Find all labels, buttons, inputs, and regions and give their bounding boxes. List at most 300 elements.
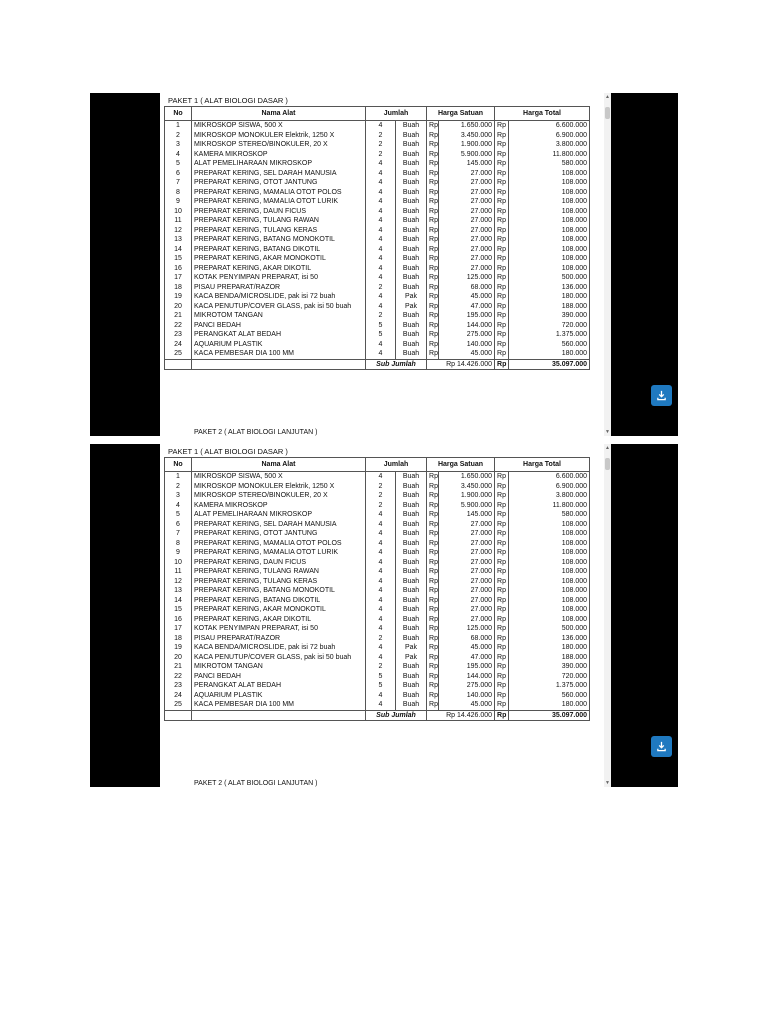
row-price-currency: Rp xyxy=(427,558,439,568)
row-price-currency: Rp xyxy=(427,216,439,226)
row-unit: Buah xyxy=(396,169,427,179)
row-total-currency: Rp xyxy=(495,548,509,558)
row-price-currency: Rp xyxy=(427,207,439,217)
table-row xyxy=(165,510,590,520)
row-qty: 4 xyxy=(366,539,396,549)
table-row xyxy=(165,558,590,568)
subtotal-total: 35.097.000 xyxy=(509,710,590,721)
row-total-currency: Rp xyxy=(495,131,509,141)
row-qty: 4 xyxy=(366,273,396,283)
row-name: KACA PENUTUP/COVER GLASS, pak isi 50 buah xyxy=(192,653,366,663)
row-total: 108.000 xyxy=(509,169,590,179)
table-body xyxy=(165,472,590,711)
row-unit-price: 27.000 xyxy=(439,529,495,539)
table-row xyxy=(165,577,590,587)
row-price-currency: Rp xyxy=(427,539,439,549)
row-total: 720.000 xyxy=(509,672,590,682)
scroll-thumb[interactable] xyxy=(605,458,610,470)
equipment-table xyxy=(164,457,590,721)
download-button[interactable] xyxy=(651,736,672,757)
row-name: PREPARAT KERING, BATANG MONOKOTIL xyxy=(192,235,366,245)
row-name: PISAU PREPARAT/RAZOR xyxy=(192,634,366,644)
row-qty: 4 xyxy=(366,302,396,312)
row-total-currency: Rp xyxy=(495,245,509,255)
row-total: 180.000 xyxy=(509,700,590,710)
row-unit-price: 27.000 xyxy=(439,567,495,577)
row-no: 24 xyxy=(165,691,192,701)
row-total-currency: Rp xyxy=(495,159,509,169)
row-unit: Buah xyxy=(396,681,427,691)
row-no: 13 xyxy=(165,235,192,245)
row-name: PERANGKAT ALAT BEDAH xyxy=(192,330,366,340)
row-qty: 4 xyxy=(366,577,396,587)
row-unit: Buah xyxy=(396,491,427,501)
row-name: PREPARAT KERING, DAUN FICUS xyxy=(192,207,366,217)
row-qty: 4 xyxy=(366,510,396,520)
table-row xyxy=(165,188,590,198)
download-icon xyxy=(656,390,667,401)
row-unit-price: 145.000 xyxy=(439,159,495,169)
row-total-currency: Rp xyxy=(495,235,509,245)
scroll-down-arrow-icon[interactable]: ▼ xyxy=(605,429,610,435)
row-total: 108.000 xyxy=(509,577,590,587)
subtotal-unit-price: Rp 14.426.000 xyxy=(427,359,495,370)
row-qty: 4 xyxy=(366,254,396,264)
row-unit: Buah xyxy=(396,596,427,606)
row-unit-price: 140.000 xyxy=(439,340,495,350)
row-price-currency: Rp xyxy=(427,159,439,169)
row-total-currency: Rp xyxy=(495,340,509,350)
table-row xyxy=(165,273,590,283)
row-price-currency: Rp xyxy=(427,643,439,653)
row-total-currency: Rp xyxy=(495,615,509,625)
row-qty: 4 xyxy=(366,700,396,710)
table-row xyxy=(165,662,590,672)
row-total-currency: Rp xyxy=(495,681,509,691)
row-unit: Pak xyxy=(396,292,427,302)
row-unit-price: 275.000 xyxy=(439,330,495,340)
row-qty: 5 xyxy=(366,681,396,691)
subtotal-currency: Rp xyxy=(495,710,509,721)
row-price-currency: Rp xyxy=(427,254,439,264)
table-row xyxy=(165,131,590,141)
row-total: 108.000 xyxy=(509,188,590,198)
row-qty: 2 xyxy=(366,662,396,672)
subtotal-row xyxy=(165,359,590,370)
row-total-currency: Rp xyxy=(495,700,509,710)
row-unit: Buah xyxy=(396,672,427,682)
row-total: 108.000 xyxy=(509,226,590,236)
page-sheet xyxy=(160,444,604,787)
row-total-currency: Rp xyxy=(495,672,509,682)
document-viewer-page-1 xyxy=(90,93,678,436)
row-price-currency: Rp xyxy=(427,235,439,245)
row-no: 4 xyxy=(165,501,192,511)
row-unit: Buah xyxy=(396,311,427,321)
row-unit: Buah xyxy=(396,529,427,539)
row-unit-price: 3.450.000 xyxy=(439,131,495,141)
row-total-currency: Rp xyxy=(495,662,509,672)
row-price-currency: Rp xyxy=(427,624,439,634)
row-no: 2 xyxy=(165,131,192,141)
row-no: 10 xyxy=(165,207,192,217)
row-no: 1 xyxy=(165,121,192,131)
row-unit: Buah xyxy=(396,577,427,587)
row-unit: Buah xyxy=(396,159,427,169)
row-total: 180.000 xyxy=(509,349,590,359)
row-qty: 4 xyxy=(366,264,396,274)
table-row xyxy=(165,349,590,359)
row-no: 11 xyxy=(165,567,192,577)
row-name: AQUARIUM PLASTIK xyxy=(192,340,366,350)
row-total-currency: Rp xyxy=(495,150,509,160)
scroll-thumb[interactable] xyxy=(605,107,610,119)
row-unit: Buah xyxy=(396,615,427,625)
row-qty: 4 xyxy=(366,121,396,131)
row-name: PANCI BEDAH xyxy=(192,321,366,331)
vertical-scrollbar[interactable] xyxy=(604,444,611,787)
row-total: 108.000 xyxy=(509,245,590,255)
row-unit-price: 195.000 xyxy=(439,662,495,672)
row-price-currency: Rp xyxy=(427,510,439,520)
row-no: 23 xyxy=(165,681,192,691)
row-unit: Buah xyxy=(396,235,427,245)
row-name: ALAT PEMELIHARAAN MIKROSKOP xyxy=(192,159,366,169)
section-title: PAKET 1 ( ALAT BIOLOGI DASAR ) xyxy=(168,447,288,456)
section-title: PAKET 1 ( ALAT BIOLOGI DASAR ) xyxy=(168,96,288,105)
document-viewer-page-2 xyxy=(90,444,678,787)
row-no: 21 xyxy=(165,311,192,321)
table-row xyxy=(165,340,590,350)
table-row xyxy=(165,643,590,653)
row-price-currency: Rp xyxy=(427,264,439,274)
row-total-currency: Rp xyxy=(495,169,509,179)
row-total: 108.000 xyxy=(509,254,590,264)
row-total: 1.375.000 xyxy=(509,681,590,691)
row-total: 108.000 xyxy=(509,207,590,217)
row-price-currency: Rp xyxy=(427,273,439,283)
row-unit-price: 45.000 xyxy=(439,349,495,359)
row-name: PREPARAT KERING, AKAR DIKOTIL xyxy=(192,615,366,625)
row-qty: 2 xyxy=(366,140,396,150)
header-total: Harga Total xyxy=(495,458,590,472)
row-unit: Buah xyxy=(396,216,427,226)
row-qty: 5 xyxy=(366,321,396,331)
row-total-currency: Rp xyxy=(495,207,509,217)
row-total: 500.000 xyxy=(509,273,590,283)
row-total-currency: Rp xyxy=(495,558,509,568)
row-name: KOTAK PENYIMPAN PREPARAT, isi 50 xyxy=(192,273,366,283)
row-unit: Buah xyxy=(396,264,427,274)
row-total-currency: Rp xyxy=(495,691,509,701)
table-row xyxy=(165,482,590,492)
row-unit: Pak xyxy=(396,302,427,312)
next-section-title: PAKET 2 ( ALAT BIOLOGI LANJUTAN ) xyxy=(194,429,318,436)
row-unit: Buah xyxy=(396,121,427,131)
row-total: 108.000 xyxy=(509,596,590,606)
header-unit-price: Harga Satuan xyxy=(427,458,495,472)
row-total: 390.000 xyxy=(509,662,590,672)
row-price-currency: Rp xyxy=(427,634,439,644)
row-no: 22 xyxy=(165,321,192,331)
table-row xyxy=(165,216,590,226)
row-name: MIKROSKOP MONOKULER Elektrik, 1250 X xyxy=(192,131,366,141)
row-name: KACA PEMBESAR DIA 100 MM xyxy=(192,700,366,710)
row-name: PREPARAT KERING, AKAR MONOKOTIL xyxy=(192,605,366,615)
table-row xyxy=(165,529,590,539)
row-unit-price: 27.000 xyxy=(439,197,495,207)
table-row xyxy=(165,197,590,207)
row-no: 15 xyxy=(165,605,192,615)
row-qty: 4 xyxy=(366,349,396,359)
row-unit-price: 140.000 xyxy=(439,691,495,701)
row-unit-price: 27.000 xyxy=(439,264,495,274)
row-total: 108.000 xyxy=(509,558,590,568)
table-row xyxy=(165,681,590,691)
row-unit-price: 27.000 xyxy=(439,548,495,558)
row-total-currency: Rp xyxy=(495,226,509,236)
row-price-currency: Rp xyxy=(427,491,439,501)
row-price-currency: Rp xyxy=(427,662,439,672)
row-total: 180.000 xyxy=(509,292,590,302)
row-qty: 2 xyxy=(366,150,396,160)
row-no: 16 xyxy=(165,264,192,274)
row-no: 18 xyxy=(165,634,192,644)
page-sheet xyxy=(160,93,604,436)
table-row xyxy=(165,586,590,596)
row-total: 108.000 xyxy=(509,605,590,615)
row-price-currency: Rp xyxy=(427,520,439,530)
row-no: 5 xyxy=(165,510,192,520)
row-price-currency: Rp xyxy=(427,349,439,359)
table-row xyxy=(165,520,590,530)
row-name: PREPARAT KERING, OTOT JANTUNG xyxy=(192,178,366,188)
row-unit-price: 45.000 xyxy=(439,700,495,710)
header-qty: Jumlah xyxy=(366,458,427,472)
row-no: 7 xyxy=(165,529,192,539)
row-qty: 4 xyxy=(366,653,396,663)
row-total: 580.000 xyxy=(509,510,590,520)
row-qty: 2 xyxy=(366,482,396,492)
row-total: 108.000 xyxy=(509,539,590,549)
row-name: PREPARAT KERING, SEL DARAH MANUSIA xyxy=(192,520,366,530)
row-no: 10 xyxy=(165,558,192,568)
row-total: 108.000 xyxy=(509,586,590,596)
table-row xyxy=(165,491,590,501)
row-no: 8 xyxy=(165,188,192,198)
row-name: KACA PENUTUP/COVER GLASS, pak isi 50 buah xyxy=(192,302,366,312)
row-name: PREPARAT KERING, MAMALIA OTOT LURIK xyxy=(192,197,366,207)
table-row xyxy=(165,283,590,293)
row-total-currency: Rp xyxy=(495,596,509,606)
table-row xyxy=(165,302,590,312)
table-row xyxy=(165,311,590,321)
row-qty: 2 xyxy=(366,491,396,501)
row-unit-price: 27.000 xyxy=(439,558,495,568)
row-no: 20 xyxy=(165,653,192,663)
scroll-up-arrow-icon[interactable]: ▲ xyxy=(605,445,610,451)
row-no: 6 xyxy=(165,520,192,530)
row-unit: Buah xyxy=(396,340,427,350)
row-total-currency: Rp xyxy=(495,321,509,331)
table-row xyxy=(165,292,590,302)
row-qty: 2 xyxy=(366,311,396,321)
table-row xyxy=(165,178,590,188)
row-total: 108.000 xyxy=(509,529,590,539)
row-no: 22 xyxy=(165,672,192,682)
download-button[interactable] xyxy=(651,385,672,406)
row-name: PANCI BEDAH xyxy=(192,672,366,682)
row-unit-price: 27.000 xyxy=(439,245,495,255)
row-price-currency: Rp xyxy=(427,700,439,710)
row-total-currency: Rp xyxy=(495,501,509,511)
row-unit: Buah xyxy=(396,330,427,340)
row-total-currency: Rp xyxy=(495,539,509,549)
row-no: 9 xyxy=(165,548,192,558)
row-price-currency: Rp xyxy=(427,567,439,577)
row-total-currency: Rp xyxy=(495,330,509,340)
row-no: 21 xyxy=(165,662,192,672)
row-unit: Buah xyxy=(396,273,427,283)
row-price-currency: Rp xyxy=(427,330,439,340)
row-total-currency: Rp xyxy=(495,577,509,587)
row-name: PERANGKAT ALAT BEDAH xyxy=(192,681,366,691)
table-row xyxy=(165,567,590,577)
row-unit-price: 144.000 xyxy=(439,321,495,331)
row-unit-price: 27.000 xyxy=(439,520,495,530)
row-name: MIKROSKOP STEREO/BINOKULER, 20 X xyxy=(192,140,366,150)
row-total: 3.800.000 xyxy=(509,140,590,150)
row-no: 25 xyxy=(165,349,192,359)
row-total-currency: Rp xyxy=(495,121,509,131)
row-unit: Buah xyxy=(396,700,427,710)
row-price-currency: Rp xyxy=(427,340,439,350)
row-total: 188.000 xyxy=(509,653,590,663)
row-total: 6.900.000 xyxy=(509,131,590,141)
row-qty: 4 xyxy=(366,520,396,530)
row-unit: Buah xyxy=(396,558,427,568)
table-row xyxy=(165,121,590,131)
row-name: MIKROSKOP SISWA, 500 X xyxy=(192,121,366,131)
row-name: PREPARAT KERING, MAMALIA OTOT LURIK xyxy=(192,548,366,558)
row-total-currency: Rp xyxy=(495,634,509,644)
row-qty: 4 xyxy=(366,472,396,482)
row-total-currency: Rp xyxy=(495,302,509,312)
row-total-currency: Rp xyxy=(495,264,509,274)
equipment-table xyxy=(164,106,590,370)
row-unit: Buah xyxy=(396,150,427,160)
table-row xyxy=(165,245,590,255)
row-total: 108.000 xyxy=(509,216,590,226)
row-no: 3 xyxy=(165,491,192,501)
row-unit-price: 68.000 xyxy=(439,634,495,644)
row-unit: Buah xyxy=(396,349,427,359)
row-total: 6.600.000 xyxy=(509,121,590,131)
row-unit-price: 3.450.000 xyxy=(439,482,495,492)
row-unit: Buah xyxy=(396,624,427,634)
row-qty: 2 xyxy=(366,283,396,293)
row-unit: Buah xyxy=(396,586,427,596)
row-name: KACA PEMBESAR DIA 100 MM xyxy=(192,349,366,359)
vertical-scrollbar[interactable] xyxy=(604,93,611,436)
row-unit-price: 27.000 xyxy=(439,169,495,179)
row-total-currency: Rp xyxy=(495,216,509,226)
row-qty: 4 xyxy=(366,567,396,577)
row-price-currency: Rp xyxy=(427,197,439,207)
scroll-down-arrow-icon[interactable]: ▼ xyxy=(605,780,610,786)
row-price-currency: Rp xyxy=(427,140,439,150)
subtotal-total: 35.097.000 xyxy=(509,359,590,370)
row-total-currency: Rp xyxy=(495,653,509,663)
row-unit: Buah xyxy=(396,605,427,615)
row-unit-price: 1.650.000 xyxy=(439,121,495,131)
row-name: KAMERA MIKROSKOP xyxy=(192,501,366,511)
row-price-currency: Rp xyxy=(427,283,439,293)
row-qty: 5 xyxy=(366,330,396,340)
row-unit: Buah xyxy=(396,539,427,549)
header-unit-price: Harga Satuan xyxy=(427,107,495,121)
row-total-currency: Rp xyxy=(495,491,509,501)
row-no: 6 xyxy=(165,169,192,179)
row-no: 11 xyxy=(165,216,192,226)
row-total: 108.000 xyxy=(509,615,590,625)
row-total-currency: Rp xyxy=(495,510,509,520)
row-unit-price: 1.900.000 xyxy=(439,491,495,501)
row-unit-price: 5.900.000 xyxy=(439,150,495,160)
scroll-up-arrow-icon[interactable]: ▲ xyxy=(605,94,610,100)
row-price-currency: Rp xyxy=(427,615,439,625)
row-name: PREPARAT KERING, BATANG DIKOTIL xyxy=(192,245,366,255)
row-no: 13 xyxy=(165,586,192,596)
row-total-currency: Rp xyxy=(495,273,509,283)
table-row xyxy=(165,634,590,644)
row-total: 560.000 xyxy=(509,691,590,701)
row-total-currency: Rp xyxy=(495,283,509,293)
row-name: KACA BENDA/MICROSLIDE, pak isi 72 buah xyxy=(192,643,366,653)
row-total-currency: Rp xyxy=(495,349,509,359)
row-unit: Buah xyxy=(396,207,427,217)
row-name: PREPARAT KERING, TULANG KERAS xyxy=(192,226,366,236)
row-no: 19 xyxy=(165,643,192,653)
row-unit: Buah xyxy=(396,197,427,207)
row-unit: Buah xyxy=(396,567,427,577)
row-total: 390.000 xyxy=(509,311,590,321)
row-unit-price: 1.900.000 xyxy=(439,140,495,150)
table-row xyxy=(165,321,590,331)
row-unit: Buah xyxy=(396,140,427,150)
table-row xyxy=(165,169,590,179)
row-qty: 4 xyxy=(366,615,396,625)
row-qty: 5 xyxy=(366,672,396,682)
subtotal-unit-price: Rp 14.426.000 xyxy=(427,710,495,721)
row-price-currency: Rp xyxy=(427,529,439,539)
header-qty: Jumlah xyxy=(366,107,427,121)
table-row xyxy=(165,605,590,615)
row-no: 2 xyxy=(165,482,192,492)
subtotal-label: Sub Jumlah xyxy=(366,359,427,370)
table-row xyxy=(165,672,590,682)
row-unit-price: 27.000 xyxy=(439,577,495,587)
row-unit: Buah xyxy=(396,283,427,293)
row-qty: 4 xyxy=(366,340,396,350)
row-price-currency: Rp xyxy=(427,596,439,606)
row-no: 4 xyxy=(165,150,192,160)
row-no: 3 xyxy=(165,140,192,150)
row-unit-price: 68.000 xyxy=(439,283,495,293)
download-icon xyxy=(656,741,667,752)
row-no: 12 xyxy=(165,577,192,587)
row-qty: 4 xyxy=(366,169,396,179)
